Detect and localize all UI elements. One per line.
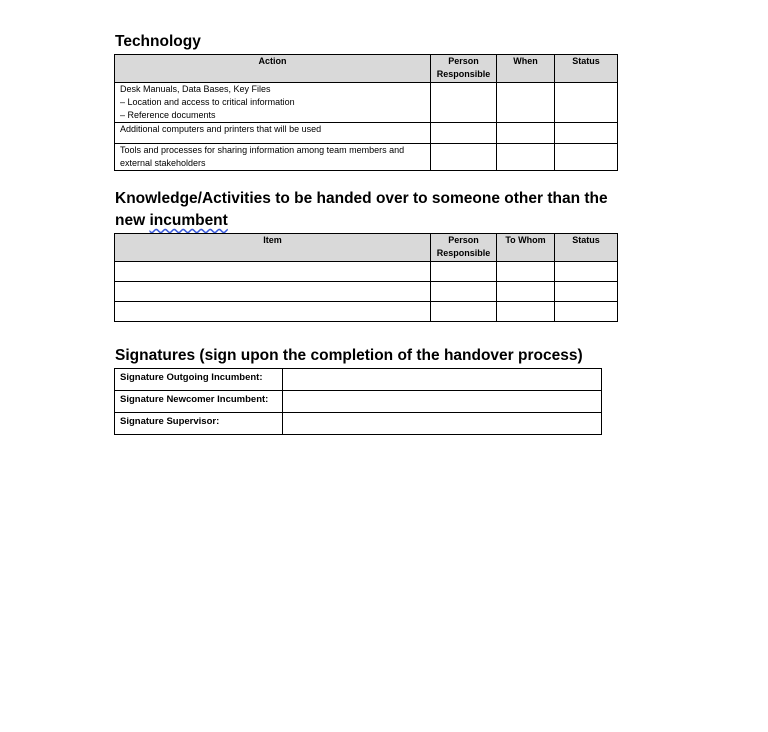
to-whom-cell[interactable]	[497, 302, 555, 322]
signatures-table	[114, 368, 602, 435]
signature-row-outgoing	[115, 369, 602, 391]
to-whom-cell[interactable]	[497, 282, 555, 302]
table-row	[115, 302, 618, 322]
technology-heading: Technology	[115, 33, 201, 50]
status-cell[interactable]	[555, 123, 618, 144]
table-row	[115, 262, 618, 282]
to-whom-cell[interactable]	[497, 262, 555, 282]
signature-label: Signature Outgoing Incumbent:	[115, 369, 283, 391]
signature-field-supervisor[interactable]	[283, 413, 602, 435]
column-header-action: Action	[115, 55, 431, 83]
action-text: Additional computers and printers that will be used	[120, 124, 322, 134]
when-cell[interactable]	[497, 144, 555, 171]
knowledge-heading: Knowledge/Activities to be handed over to someone other than the	[115, 190, 608, 207]
table-row	[115, 83, 618, 123]
technology-header-row	[115, 55, 618, 83]
action-text: – Location and access to critical information	[120, 97, 295, 107]
action-text: Tools and processes for sharing information among team members and external stakeholders	[120, 145, 405, 168]
person-cell[interactable]	[431, 262, 497, 282]
item-cell[interactable]	[115, 262, 431, 282]
column-header-to-whom: To Whom	[497, 234, 555, 262]
column-header-status: Status	[555, 55, 618, 83]
signature-row-supervisor	[115, 413, 602, 435]
person-cell[interactable]	[431, 144, 497, 171]
action-cell	[115, 144, 431, 171]
status-cell[interactable]	[555, 282, 618, 302]
spellcheck-underlined-word: incumbent	[149, 212, 228, 229]
table-row	[115, 144, 618, 171]
item-cell[interactable]	[115, 282, 431, 302]
status-cell[interactable]	[555, 302, 618, 322]
knowledge-heading-text: new	[115, 212, 150, 229]
table-row	[115, 123, 618, 144]
status-cell[interactable]	[555, 144, 618, 171]
person-cell[interactable]	[431, 123, 497, 144]
action-cell	[115, 83, 431, 123]
signature-row-newcomer	[115, 391, 602, 413]
when-cell[interactable]	[497, 123, 555, 144]
action-text: – Reference documents	[120, 110, 216, 120]
status-cell[interactable]	[555, 83, 618, 123]
signatures-heading: Signatures (sign upon the completion of the handover process)	[115, 347, 583, 364]
signature-field-outgoing[interactable]	[283, 369, 602, 391]
column-header-item: Item	[115, 234, 431, 262]
signature-label: Signature Supervisor:	[115, 413, 283, 435]
person-cell[interactable]	[431, 282, 497, 302]
knowledge-header-row	[115, 234, 618, 262]
when-cell[interactable]	[497, 83, 555, 123]
signature-field-newcomer[interactable]	[283, 391, 602, 413]
status-cell[interactable]	[555, 262, 618, 282]
column-header-person-responsible: Person Responsible	[431, 234, 497, 262]
table-row	[115, 282, 618, 302]
action-cell	[115, 123, 431, 144]
knowledge-table	[114, 233, 618, 322]
person-cell[interactable]	[431, 83, 497, 123]
column-header-status: Status	[555, 234, 618, 262]
column-header-when: When	[497, 55, 555, 83]
action-text: Desk Manuals, Data Bases, Key Files	[120, 84, 271, 94]
signature-label: Signature Newcomer Incumbent:	[115, 391, 283, 413]
knowledge-heading-line2	[115, 210, 228, 232]
item-cell[interactable]	[115, 302, 431, 322]
person-cell[interactable]	[431, 302, 497, 322]
column-header-person-responsible: Person Responsible	[431, 55, 497, 83]
technology-table	[114, 54, 618, 171]
